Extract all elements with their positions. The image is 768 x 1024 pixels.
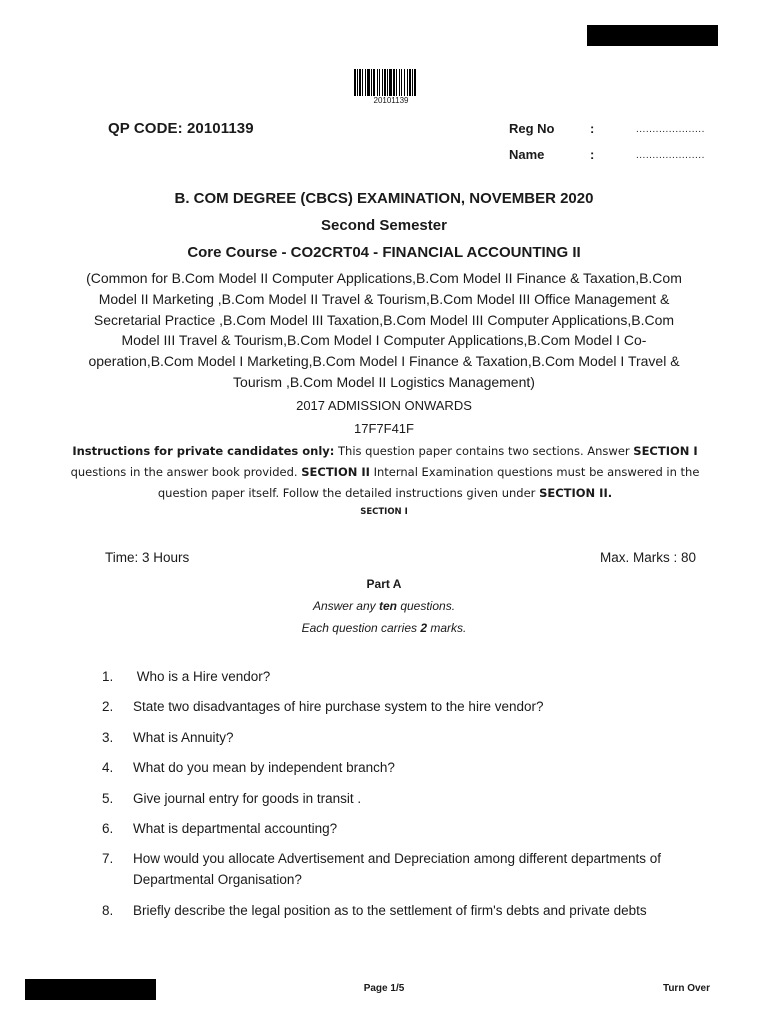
exam-title: B. COM DEGREE (CBCS) EXAMINATION, NOVEMBER 2020	[174, 190, 594, 207]
reg-no-label: Reg No	[509, 121, 555, 136]
common-line: operation,B.Com Model I Marketing,B.Com Model I Finance & Taxation,B.Com Model I Travel &	[88, 353, 680, 370]
barcode-bar	[379, 69, 380, 96]
paper-code: 17F7F41F	[354, 421, 414, 436]
answer-pre: Answer any	[312, 599, 379, 613]
question-number: 3.	[102, 730, 114, 745]
question-number: 4.	[102, 760, 114, 775]
part-title: Part A	[366, 577, 402, 591]
barcode-bar	[412, 69, 413, 96]
answer-instruction	[0, 599, 768, 613]
question-text: Give journal entry for goods in transit .	[133, 791, 362, 806]
name-field: .....................	[636, 150, 705, 161]
turn-over-label: Turn Over	[662, 983, 710, 994]
instructions-section-ii: SECTION II	[301, 464, 370, 479]
question-number: 8.	[102, 903, 114, 918]
section-heading: SECTION I	[360, 507, 408, 517]
barcode-bar	[373, 69, 375, 96]
barcode-bar	[401, 69, 402, 96]
redaction-box-top	[587, 25, 718, 46]
private-candidate-instructions	[70, 441, 700, 503]
question-text: Briefly describe the legal position as to the settlement of firm's debts and private debts	[133, 903, 647, 918]
answer-post: questions.	[396, 599, 456, 613]
common-line: (Common for B.Com Model II Computer Applications,B.Com Model II Finance & Taxation,B.Com	[86, 270, 682, 286]
barcode-bar	[377, 69, 378, 96]
question-text: What is departmental accounting?	[133, 821, 338, 836]
barcode-bar	[371, 69, 372, 96]
marks-post: marks.	[427, 621, 467, 635]
barcode-number: 20101139	[373, 96, 409, 105]
barcode	[354, 69, 428, 96]
question-text: State two disadvantages of hire purchase system to the hire vendor?	[133, 699, 544, 714]
barcode-bar	[362, 69, 363, 96]
barcode-bar	[354, 69, 356, 96]
question-number: 6.	[102, 821, 114, 836]
course-title: Core Course - CO2CRT04 - FINANCIAL ACCOUNTING II	[187, 244, 581, 261]
common-for-text	[80, 268, 688, 393]
question-text: What do you mean by independent branch?	[133, 760, 395, 775]
answer-count: ten	[378, 599, 397, 613]
common-line: Tourism ,B.Com Model II Logistics Management)	[233, 373, 535, 390]
semester-title: Second Semester	[321, 217, 447, 234]
exam-time: Time: 3 Hours	[105, 550, 190, 565]
instructions-section-ii-end: SECTION II.	[539, 485, 613, 500]
barcode-bar	[357, 69, 358, 96]
barcode-bar	[387, 69, 388, 96]
marks-instruction	[0, 621, 768, 635]
common-line: Secretarial Practice ,B.Com Model III Taxation,B.Com Model III Computer Applications,B.Com	[93, 311, 675, 328]
question-text: How would you allocate Advertisement and Depreciation among different departments of Departmental Organisation?	[133, 851, 662, 887]
max-marks: Max. Marks : 80	[599, 550, 696, 565]
question-number: 5.	[102, 791, 114, 806]
barcode-bar	[367, 69, 370, 96]
barcode-bar	[389, 69, 392, 96]
barcode-bar	[414, 69, 416, 96]
barcode-bar	[399, 69, 400, 96]
barcode-bar	[393, 69, 395, 96]
question-number: 2.	[102, 699, 114, 714]
question-text: What is Annuity?	[133, 730, 234, 745]
admission-text: 2017 ADMISSION ONWARDS	[296, 398, 472, 413]
question-number: 7.	[102, 851, 114, 866]
page-number: Page 1/5	[363, 983, 405, 994]
instructions-text: Internal Examination questions must be answered in the question paper itself. Follow the detailed instructions given under	[157, 464, 700, 500]
question-text: Who is a Hire vendor?	[133, 669, 271, 684]
common-line: Model II Marketing ,B.Com Model II Travel & Tourism,B.Com Model III Office Management &	[98, 290, 670, 307]
instructions-text: This question paper contains two sections. Answer	[334, 444, 634, 458]
marks-pre: Each question carries	[301, 621, 421, 635]
qp-code: QP CODE: 20101139	[108, 120, 254, 137]
barcode-bar	[382, 69, 383, 96]
name-colon: :	[590, 147, 595, 162]
barcode-bar	[407, 69, 408, 96]
reg-no-field: .....................	[636, 124, 705, 135]
barcode-bar	[384, 69, 386, 96]
question-number: 1.	[102, 669, 114, 684]
instructions-section-i: SECTION I	[633, 444, 698, 458]
marks-count: 2	[420, 621, 428, 635]
barcode-bar	[409, 69, 411, 96]
barcode-bar	[365, 69, 366, 96]
barcode-bar	[404, 69, 405, 96]
common-line: Model III Travel & Tourism,B.Com Model I Computer Applications,B.Com Model I Co-	[121, 332, 647, 349]
barcode-bar	[359, 69, 361, 96]
instructions-lead: Instructions for private candidates only:	[72, 444, 335, 458]
name-label: Name	[509, 147, 545, 162]
reg-no-colon: :	[590, 121, 595, 136]
barcode-bar	[396, 69, 397, 96]
instructions-text: questions in the answer book provided.	[70, 464, 302, 479]
